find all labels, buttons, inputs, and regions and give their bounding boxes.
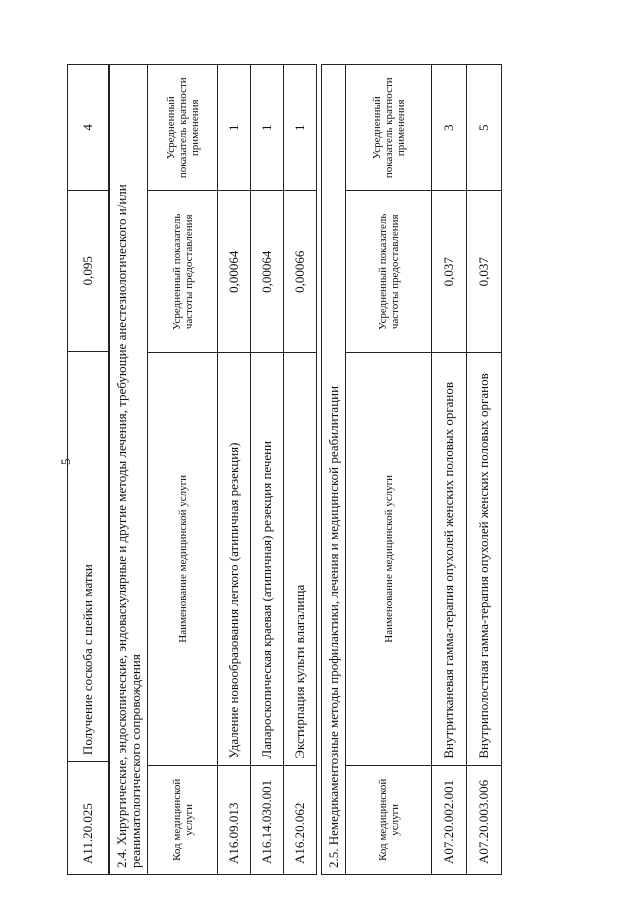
frequency-value: 0,00064 [251,191,284,353]
frequency-value: 0,037 [467,191,502,353]
header-frequency: Усредненный показатель частоты предоставления [346,191,432,353]
service-name: Получение соскоба с шейки матки [68,351,109,761]
frequency-value: 0,095 [68,190,109,351]
service-code: A07.20.003.006 [467,765,502,874]
service-name: Внутритканевая гамма-терапия опухолей женских половых органов [432,353,467,766]
section-2-4-title: 2.4. Хирургические, эндоскопические, эндоваскулярные и другие методы лечения, требующие анестезиологического и/или реаниматологического сопровождения [110,65,148,875]
table-row [284,65,317,875]
header-multiplicity: Усредненный показатель кратности применения [148,65,218,192]
header-code: Код медицинской услуги [346,765,432,874]
header-frequency: Усредненный показатель частоты предоставления [148,191,218,353]
section-title-row [110,65,148,875]
service-code: A16.14.030.001 [251,765,284,874]
section-2-4-table [109,64,317,875]
table-row [218,65,251,875]
service-code: A11.20.025 [68,762,109,875]
page-number: 5 [58,458,73,465]
multiplicity-value: 1 [251,65,284,192]
multiplicity-value: 4 [68,65,109,191]
service-name: Экстирпация культи влагалища [284,353,317,766]
service-code: A16.09.013 [218,765,251,874]
table-row [432,65,467,875]
frequency-value: 0,037 [432,191,467,353]
section-title-row [322,65,346,875]
service-code: A16.20.062 [284,765,317,874]
header-name: Наименование медицинской услуги [148,353,218,766]
top-row-table [67,64,109,875]
service-name: Внутриполостная гамма-терапия опухолей женских половых органов [467,353,502,766]
table-row [467,65,502,875]
header-name: Наименование медицинской услуги [346,353,432,766]
multiplicity-value: 1 [284,65,317,192]
header-multiplicity: Усредненный показатель кратности применения [346,65,432,192]
frequency-value: 0,00064 [218,191,251,353]
frequency-value: 0,00066 [284,191,317,353]
multiplicity-value: 3 [432,65,467,192]
table-row [68,65,109,875]
header-row [346,65,432,875]
service-code: A07.20.002.001 [432,765,467,874]
service-name: Лапароскопическая краевая (атипичная) резекция печени [251,353,284,766]
header-code: Код медицинской услуги [148,765,218,874]
multiplicity-value: 5 [467,65,502,192]
section-2-5-table [321,64,502,875]
multiplicity-value: 1 [218,65,251,192]
header-row [148,65,218,875]
section-2-5-title: 2.5. Немедикаментозные методы профилактики, лечения и медицинской реабилитации [322,65,346,875]
service-name: Удаление новообразования легкого (атипичная резекция) [218,353,251,766]
table-row [251,65,284,875]
